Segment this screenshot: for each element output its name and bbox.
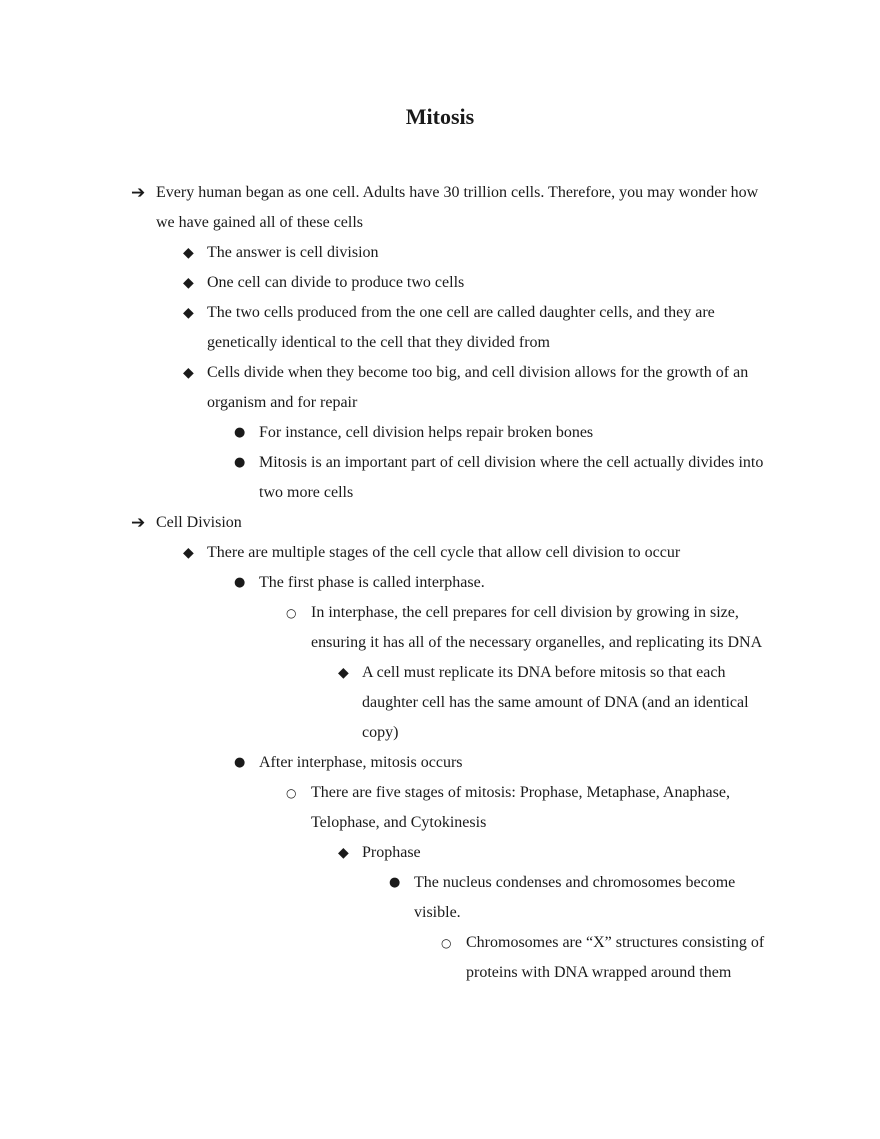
diamond-bullet-icon: ◆	[183, 275, 194, 291]
list-item	[0, 358, 880, 418]
dot-bullet-icon: ●	[234, 575, 246, 590]
list-item-text: Prophase	[362, 844, 421, 861]
list-item-text: There are five stages of mitosis: Prophase, Metaphase, Anaphase, Telophase, and Cytokinesis	[311, 784, 730, 831]
list-item-text: The two cells produced from the one cell are called daughter cells, and they are genetically identical to the cell that they divided from	[207, 304, 715, 351]
list-item-text: After interphase, mitosis occurs	[259, 754, 463, 771]
diamond-bullet-icon: ◆	[183, 365, 194, 381]
list-item	[0, 538, 880, 568]
circle-bullet-icon: ○	[441, 936, 452, 950]
list-item	[0, 748, 880, 778]
list-item	[0, 778, 880, 838]
list-item	[0, 868, 880, 928]
list-item	[0, 838, 880, 868]
dot-bullet-icon: ●	[389, 875, 401, 890]
list-item	[0, 658, 880, 748]
list-item-text: There are multiple stages of the cell cycle that allow cell division to occur	[207, 544, 681, 561]
arrow-bullet-icon: ➔	[131, 513, 146, 533]
list-item-text: The nucleus condenses and chromosomes become visible.	[414, 874, 736, 921]
list-item-text: Every human began as one cell. Adults have 30 trillion cells. Therefore, you may wonder how we have gained all of these cells	[156, 184, 759, 231]
list-item	[0, 568, 880, 598]
list-item-text: One cell can divide to produce two cells	[207, 274, 465, 291]
list-item-text: The answer is cell division	[207, 244, 379, 261]
diamond-bullet-icon: ◆	[183, 545, 194, 561]
list-item	[0, 448, 880, 508]
outline-list	[0, 178, 880, 988]
list-item-text: In interphase, the cell prepares for cell division by growing in size, ensuring it has all of the necessary organelles, and replicating its DNA	[311, 604, 763, 651]
diamond-bullet-icon: ◆	[183, 305, 194, 321]
dot-bullet-icon: ●	[234, 425, 246, 440]
list-item-text: The first phase is called interphase.	[259, 574, 485, 591]
diamond-bullet-icon: ◆	[338, 665, 349, 681]
list-item	[0, 598, 880, 658]
list-item	[0, 928, 880, 988]
page-title: Mitosis	[405, 104, 475, 129]
list-item	[0, 238, 880, 268]
arrow-bullet-icon: ➔	[131, 183, 146, 203]
dot-bullet-icon: ●	[234, 755, 246, 770]
list-item-text: Chromosomes are “X” structures consisting of proteins with DNA wrapped around them	[466, 934, 765, 981]
list-item-text: Mitosis is an important part of cell division where the cell actually divides into two more cells	[259, 454, 764, 501]
list-item	[0, 268, 880, 298]
diamond-bullet-icon: ◆	[183, 245, 194, 261]
diamond-bullet-icon: ◆	[338, 845, 349, 861]
list-item	[0, 298, 880, 358]
circle-bullet-icon: ○	[286, 786, 297, 800]
list-item-text: Cell Division	[156, 514, 242, 531]
list-item	[0, 178, 880, 238]
list-item	[0, 418, 880, 448]
circle-bullet-icon: ○	[286, 606, 297, 620]
dot-bullet-icon: ●	[234, 455, 246, 470]
list-item-text: For instance, cell division helps repair broken bones	[259, 424, 594, 441]
list-item	[0, 508, 880, 538]
list-item-text: A cell must replicate its DNA before mitosis so that each daughter cell has the same amount of DNA (and an identical copy)	[362, 664, 749, 741]
list-item-text: Cells divide when they become too big, and cell division allows for the growth of an organism and for repair	[207, 364, 749, 411]
